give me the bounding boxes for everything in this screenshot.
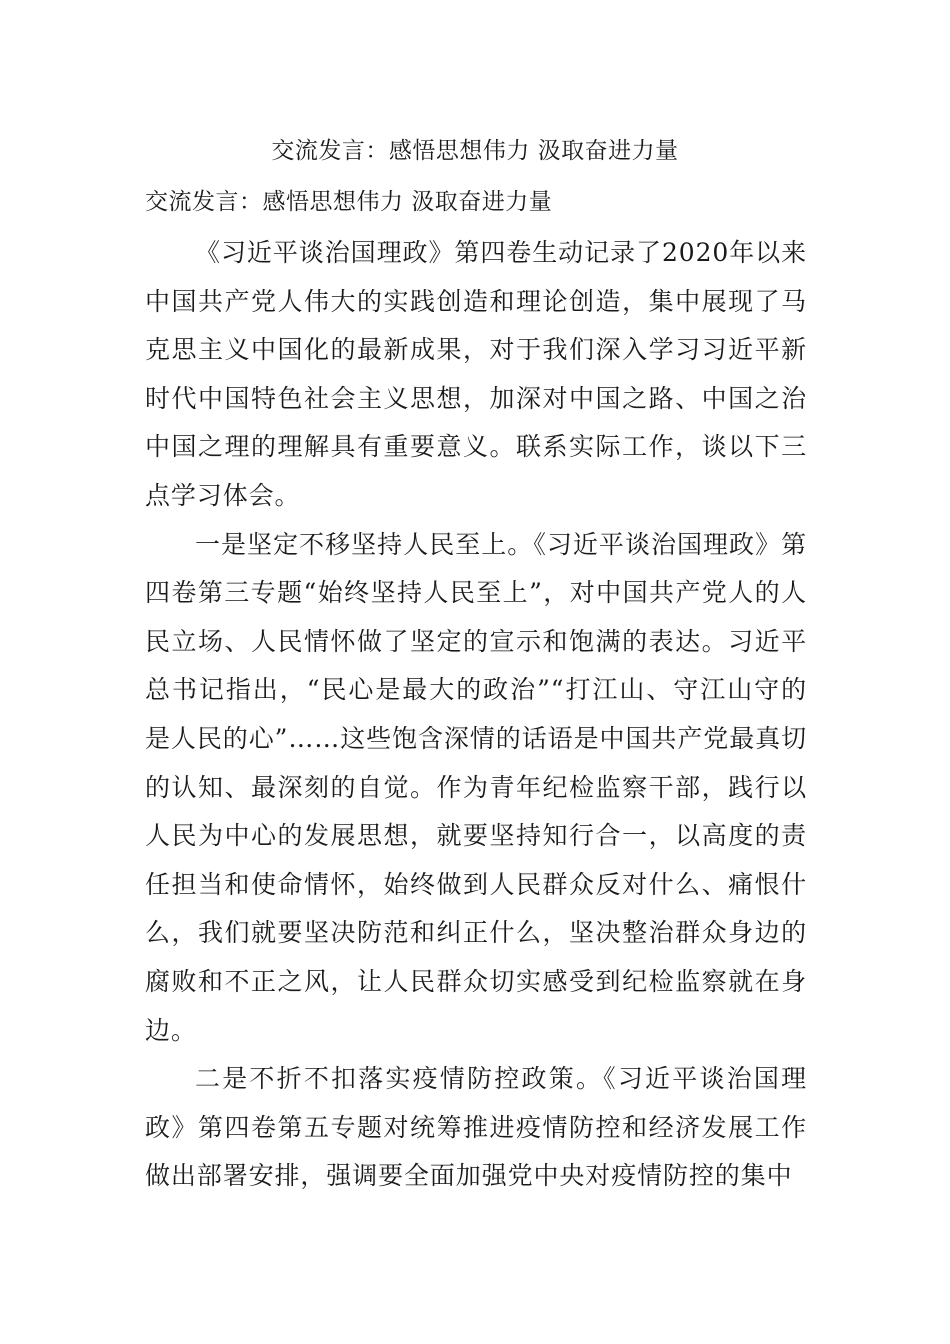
paragraph-point-one: 一是坚定不移坚持人民至上。《习近平谈治国理政》第四卷第三专题“始终坚持人民至上”，对中国共产党人的人民立场、人民情怀做了坚定的宣示和饱满的表达。习近平总书记指出，“民心是最大的政治”“打江山、守江山守的是人民的心”……这些饱含深情的话语是中国共产党最真切的认知、最深刻的自觉。作为青年纪检监察干部，践行以人民为中心的发展思想，就要坚持知行合一，以高度的责任担当和使命情怀，始终做到人民群众反对什么、痛恨什么，我们就要坚决防范和纠正什么，坚决整治群众身边的腐败和不正之风，让人民群众切实感受到纪检监察就在身边。 — [145, 529, 807, 1045]
document-body — [145, 181, 807, 1201]
document-title: 交流发言：感悟思想伟力 汲取奋进力量 — [271, 138, 679, 164]
paragraph-intro: 《习近平谈治国理政》第四卷生动记录了2020年以来中国共产党人伟大的实践创造和理论创造，集中展现了马克思主义中国化的最新成果，对于我们深入学习习近平新时代中国特色社会主义思想，加深对中国之路、中国之治中国之理的理解具有重要意义。联系实际工作，谈以下三点学习体会。 — [145, 238, 807, 510]
document-subtitle: 交流发言：感悟思想伟力 汲取奋进力量 — [145, 189, 553, 215]
paragraph-point-two: 二是不折不扣落实疫情防控政策。《习近平谈治国理政》第四卷第五专题对统筹推进疫情防控和经济发展工作做出部署安排，强调要全面加强党中央对疫情防控的集中 — [145, 1064, 807, 1191]
